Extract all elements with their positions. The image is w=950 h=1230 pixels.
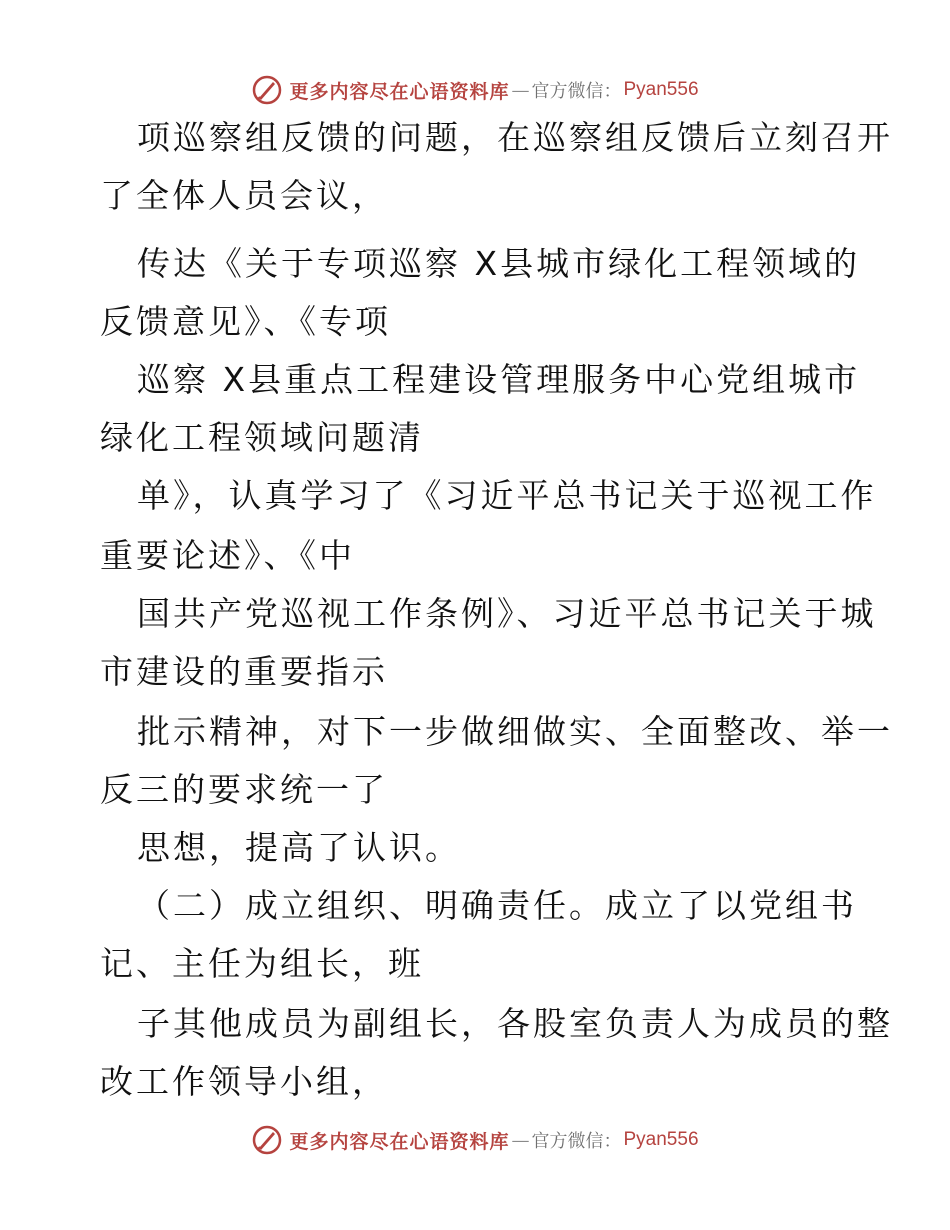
header-watermark	[0, 70, 950, 110]
text-line: 思想，提高了认识。	[137, 828, 461, 867]
text-line: 改工作领导小组，	[100, 1062, 388, 1101]
text-line: 记、主任为组长，班	[100, 944, 424, 983]
text-line: 巡察 X县重点工程建设管理服务中心党组城市	[137, 360, 861, 399]
quill-pen-icon	[251, 74, 283, 106]
footer-watermark	[0, 1120, 950, 1160]
quill-pen-icon	[251, 1124, 283, 1156]
text-line: 反馈意见》、《专项	[100, 302, 391, 341]
text-line: 子其他成员为副组长，各股室负责人为成员的整	[137, 1004, 893, 1043]
brand-text: 更多内容尽在心语资料库	[289, 80, 510, 103]
text-line: （二）成立组织、明确责任。成立了以党组书	[137, 886, 857, 925]
official-label: 官方微信：	[531, 1131, 622, 1152]
text-line: 项巡察组反馈的问题，在巡察组反馈后立刻召开	[137, 118, 893, 157]
text-line: 绿化工程领域问题清	[100, 418, 424, 457]
separator: —	[511, 79, 530, 101]
wechat-id: Pyan556	[623, 1129, 699, 1150]
text-line: 批示精神，对下一步做细做实、全面整改、举一	[137, 712, 893, 751]
text-line: 重要论述》、《中	[100, 536, 355, 575]
text-line: 市建设的重要指示	[100, 652, 388, 691]
separator: —	[511, 1129, 530, 1151]
wechat-id: Pyan556	[623, 79, 699, 100]
text-line: 传达《关于专项巡察 X县城市绿化工程领域的	[137, 244, 861, 283]
text-line: 国共产党巡视工作条例》、习近平总书记关于城	[137, 594, 877, 633]
text-line: 单》，认真学习了《习近平总书记关于巡视工作	[137, 476, 877, 515]
official-label: 官方微信：	[531, 81, 622, 102]
brand-text: 更多内容尽在心语资料库	[289, 1130, 510, 1153]
text-line: 了全体人员会议，	[100, 176, 388, 215]
text-line: 反三的要求统一了	[100, 770, 388, 809]
